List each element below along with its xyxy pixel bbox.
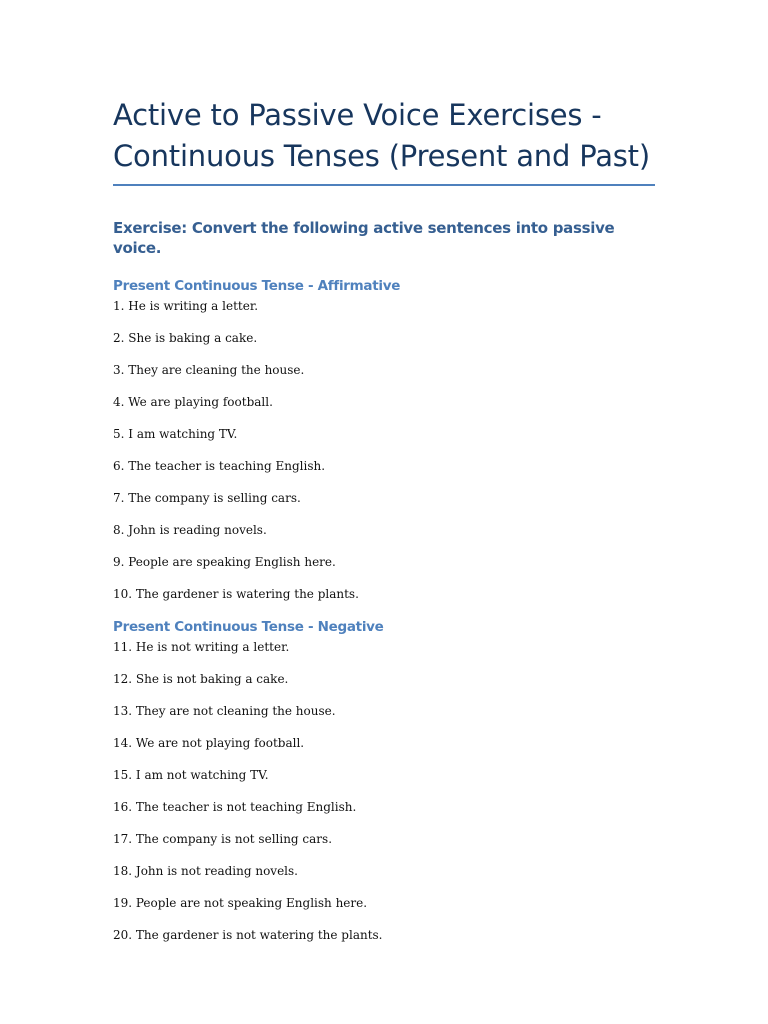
list-item: 19. People are not speaking English here. bbox=[113, 896, 368, 910]
list-item: 20. The gardener is not watering the plants. bbox=[113, 928, 383, 942]
list-item: 11. He is not writing a letter. bbox=[113, 640, 290, 654]
list-item: 2. She is baking a cake. bbox=[113, 331, 258, 345]
list-item: 3. They are cleaning the house. bbox=[113, 363, 305, 377]
list-item: 1. He is writing a letter. bbox=[113, 299, 259, 313]
section-heading-affirmative: Present Continuous Tense - Affirmative bbox=[113, 278, 401, 294]
list-item: 4. We are playing football. bbox=[113, 395, 273, 409]
negative-sentence-list bbox=[113, 639, 655, 945]
list-item: 18. John is not reading novels. bbox=[113, 864, 298, 878]
list-item: 7. The company is selling cars. bbox=[113, 491, 301, 505]
section-heading-negative: Present Continuous Tense - Negative bbox=[113, 619, 384, 635]
list-item: 17. The company is not selling cars. bbox=[113, 832, 333, 846]
list-item: 10. The gardener is watering the plants. bbox=[113, 587, 359, 601]
list-item: 15. I am not watching TV. bbox=[113, 768, 269, 782]
list-item: 12. She is not baking a cake. bbox=[113, 672, 289, 686]
list-item: 14. We are not playing football. bbox=[113, 736, 305, 750]
list-item: 16. The teacher is not teaching English. bbox=[113, 800, 357, 814]
list-item: 13. They are not cleaning the house. bbox=[113, 704, 336, 718]
document-page bbox=[113, 95, 655, 945]
exercise-heading: Exercise: Convert the following active sentences into passive voice. bbox=[113, 219, 615, 257]
list-item: 8. John is reading novels. bbox=[113, 523, 267, 537]
document-title: Active to Passive Voice Exercises - Continuous Tenses (Present and Past) bbox=[113, 95, 655, 186]
list-item: 6. The teacher is teaching English. bbox=[113, 459, 326, 473]
list-item: 5. I am watching TV. bbox=[113, 427, 238, 441]
list-item: 9. People are speaking English here. bbox=[113, 555, 336, 569]
affirmative-sentence-list bbox=[113, 298, 655, 604]
